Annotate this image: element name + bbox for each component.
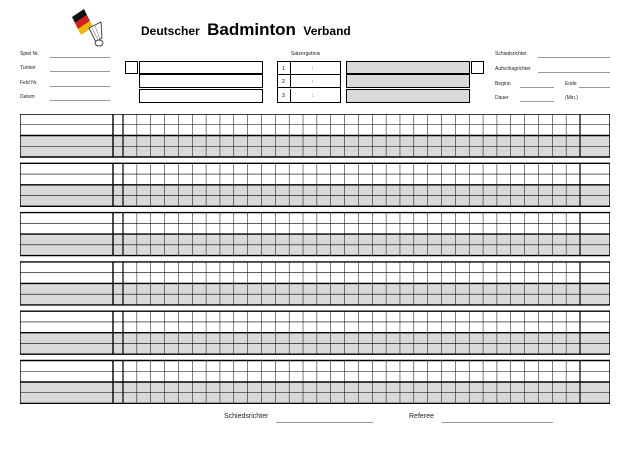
footer-referee-line[interactable] (442, 422, 553, 423)
set-colon-2: : (312, 79, 314, 85)
footer-umpire-line[interactable] (276, 422, 373, 423)
dbv-logo-shuttlecock (70, 6, 106, 50)
set-colon-3: : (312, 93, 314, 99)
player-name-right-2[interactable] (346, 74, 470, 88)
field-label-duration-unit: (Min.) (565, 95, 578, 101)
field-label-match-number: Spiel Nr. (20, 51, 39, 57)
player-name-left-1[interactable] (139, 61, 263, 74)
set-row-3[interactable] (278, 89, 340, 102)
logo-bands (72, 9, 93, 35)
field-line-start[interactable] (520, 87, 554, 88)
footer-referee-label: Referee (409, 413, 434, 420)
title-right: Verband (303, 24, 351, 38)
set-number-1: 1 (282, 66, 285, 72)
field-label-start: Beginn (495, 81, 511, 87)
footer-umpire-label: Schiedsrichter (224, 413, 269, 420)
serve-indicator-right[interactable] (471, 61, 484, 74)
field-label-date: Datum (20, 94, 35, 100)
set-result-label: Satzergebnis (291, 51, 321, 57)
player-name-right-1[interactable] (346, 61, 470, 74)
logo-shuttle-cork (95, 40, 103, 46)
set-row-1[interactable] (278, 62, 340, 75)
field-line-duration[interactable] (520, 101, 554, 102)
field-label-service-judge: Aufschlagrichter (495, 66, 531, 72)
field-line-umpire[interactable] (538, 57, 610, 58)
field-line-court-number[interactable] (50, 86, 110, 87)
field-line-tournament[interactable] (50, 71, 110, 72)
field-line-date[interactable] (50, 100, 110, 101)
field-label-tournament: Turnier (20, 65, 36, 71)
player-name-right-3[interactable] (346, 89, 470, 103)
set-result-box (277, 61, 341, 103)
score-grid[interactable] (20, 114, 610, 404)
set-number-2: 2 (282, 79, 285, 85)
serve-indicator-left[interactable] (125, 61, 138, 74)
field-line-service-judge[interactable] (538, 72, 610, 73)
field-line-match-number[interactable] (50, 57, 110, 58)
page-title (141, 20, 351, 40)
player-name-left-2[interactable] (139, 74, 263, 88)
title-main: Badminton (207, 20, 296, 39)
player-name-left-3[interactable] (139, 89, 263, 103)
field-line-end[interactable] (579, 87, 610, 88)
field-label-duration: Dauer (495, 95, 509, 101)
set-number-3: 3 (282, 93, 285, 99)
field-label-court-number: Feld Nr. (20, 80, 38, 86)
set-colon-1: : (312, 66, 314, 72)
field-label-end: Ende (565, 81, 577, 87)
set-row-2[interactable] (278, 75, 340, 88)
field-label-umpire: Schiedsrichter (495, 51, 527, 57)
title-left: Deutscher (141, 24, 200, 38)
